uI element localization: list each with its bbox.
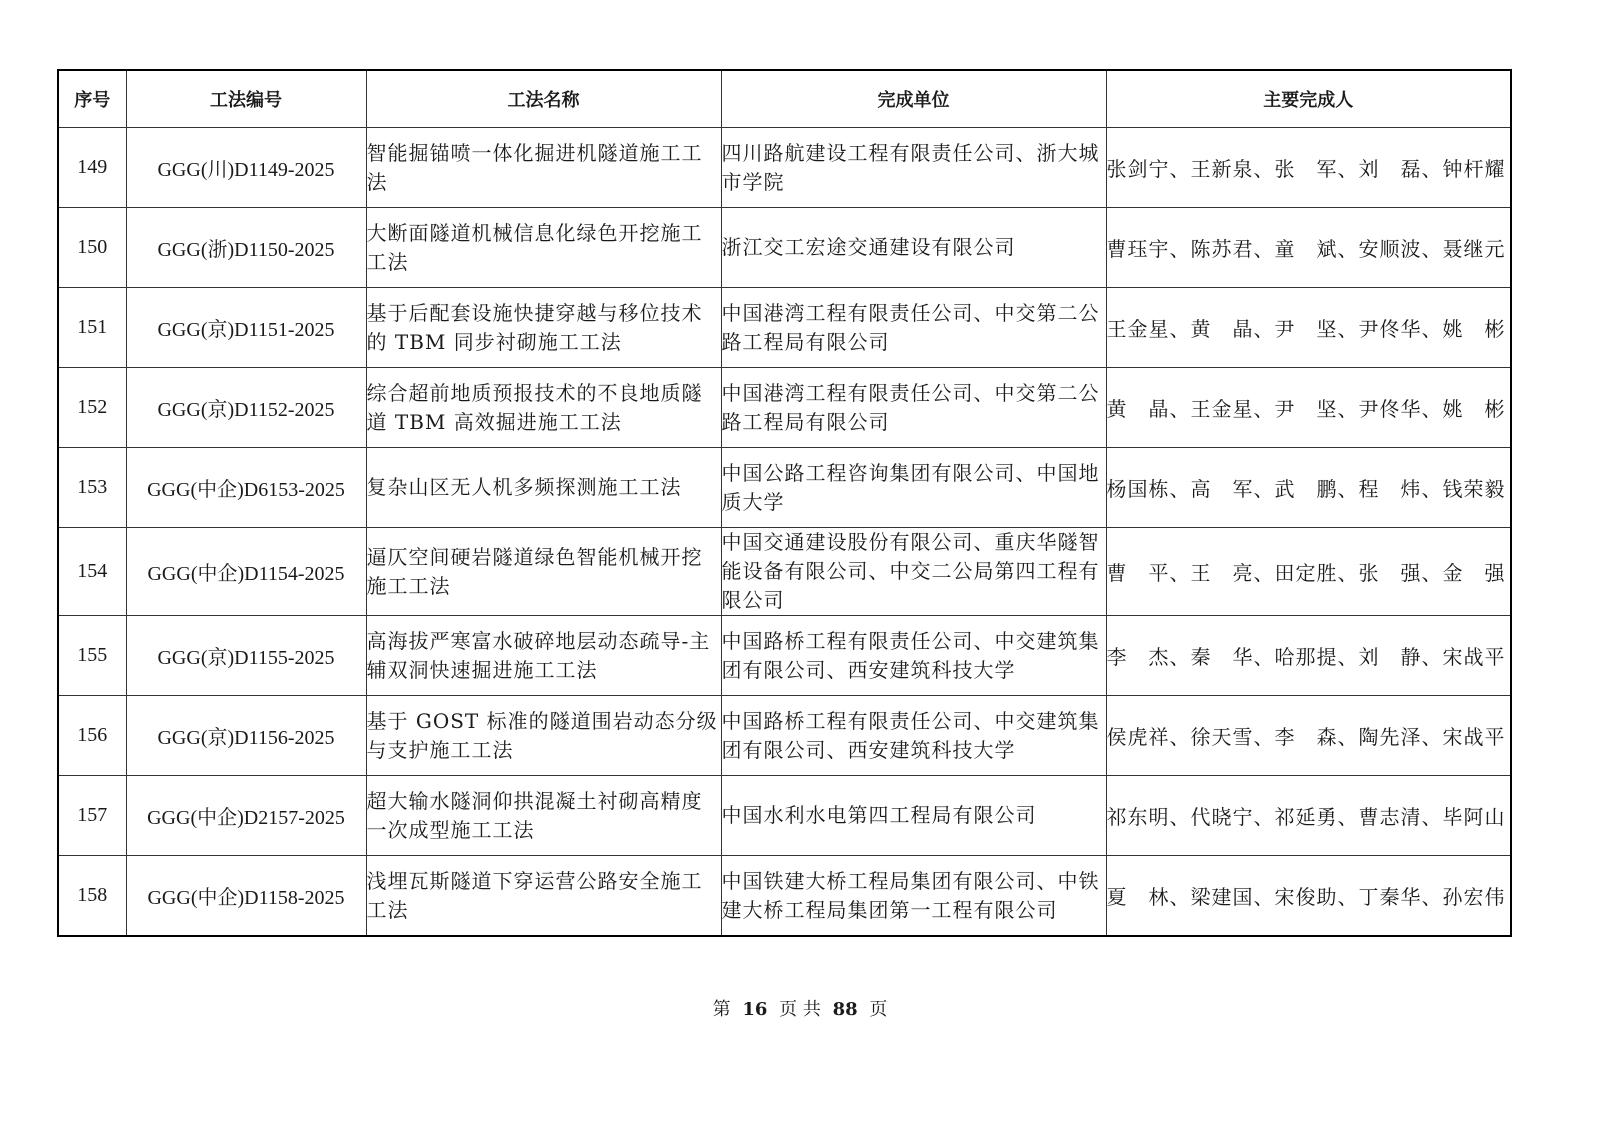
row-method-code: GGG(中企)D2157-2025 — [126, 776, 366, 856]
row-method-name: 智能掘锚喷一体化掘进机隧道施工工法 — [366, 128, 721, 208]
header-method-code: 工法编号 — [126, 70, 366, 128]
header-main-contributors: 主要完成人 — [1106, 70, 1511, 128]
table-row — [58, 128, 1511, 208]
row-method-code: GGG(京)D1155-2025 — [126, 616, 366, 696]
footer-mid: 页 共 — [779, 999, 821, 1020]
row-method-code: GGG(中企)D1158-2025 — [126, 856, 366, 937]
row-completing-unit: 中国路桥工程有限责任公司、中交建筑集团有限公司、西安建筑科技大学 — [721, 696, 1106, 776]
table-row — [58, 528, 1511, 616]
row-method-name: 逼仄空间硬岩隧道绿色智能机械开挖施工工法 — [366, 528, 721, 616]
row-contributors: 张剑宁、王新泉、张 军、刘 磊、钟杆耀 — [1106, 128, 1511, 208]
row-contributors: 黄 晶、王金星、尹 坚、尹佟华、姚 彬 — [1106, 368, 1511, 448]
table-header-row — [58, 70, 1511, 128]
footer-suffix: 页 — [869, 999, 888, 1020]
row-method-code: GGG(中企)D1154-2025 — [126, 528, 366, 616]
table-row — [58, 288, 1511, 368]
row-completing-unit: 中国公路工程咨询集团有限公司、中国地质大学 — [721, 448, 1106, 528]
row-method-code: GGG(京)D1152-2025 — [126, 368, 366, 448]
footer-prefix: 第 — [712, 999, 731, 1020]
row-index: 158 — [58, 856, 126, 937]
row-completing-unit: 中国交通建设股份有限公司、重庆华隧智能设备有限公司、中交二公局第四工程有限公司 — [721, 528, 1106, 616]
row-method-name: 超大输水隧洞仰拱混凝土衬砌高精度一次成型施工工法 — [366, 776, 721, 856]
row-method-name: 复杂山区无人机多频探测施工工法 — [366, 448, 721, 528]
row-method-name: 基于后配套设施快捷穿越与移位技术的 TBM 同步衬砌施工工法 — [366, 288, 721, 368]
table-row — [58, 208, 1511, 288]
row-index: 152 — [58, 368, 126, 448]
row-index: 151 — [58, 288, 126, 368]
row-contributors: 李 杰、秦 华、哈那提、刘 静、宋战平 — [1106, 616, 1511, 696]
row-method-code: GGG(川)D1149-2025 — [126, 128, 366, 208]
row-method-name: 基于 GOST 标准的隧道围岩动态分级与支护施工工法 — [366, 696, 721, 776]
row-index: 149 — [58, 128, 126, 208]
row-method-code: GGG(京)D1156-2025 — [126, 696, 366, 776]
row-method-code: GGG(中企)D6153-2025 — [126, 448, 366, 528]
header-completing-unit: 完成单位 — [721, 70, 1106, 128]
row-index: 157 — [58, 776, 126, 856]
table-row — [58, 448, 1511, 528]
row-index: 155 — [58, 616, 126, 696]
row-method-code: GGG(京)D1151-2025 — [126, 288, 366, 368]
row-contributors: 祁东明、代晓宁、祁延勇、曹志清、毕阿山 — [1106, 776, 1511, 856]
row-contributors: 夏 林、梁建国、宋俊助、丁秦华、孙宏伟 — [1106, 856, 1511, 937]
row-completing-unit: 四川路航建设工程有限责任公司、浙大城市学院 — [721, 128, 1106, 208]
current-page-number: 16 — [742, 999, 768, 1020]
row-completing-unit: 中国港湾工程有限责任公司、中交第二公路工程局有限公司 — [721, 288, 1106, 368]
total-page-count: 88 — [832, 999, 858, 1020]
row-method-name: 大断面隧道机械信息化绿色开挖施工工法 — [366, 208, 721, 288]
row-contributors: 曹 平、王 亮、田定胜、张 强、金 强 — [1106, 528, 1511, 616]
row-completing-unit: 中国路桥工程有限责任公司、中交建筑集团有限公司、西安建筑科技大学 — [721, 616, 1106, 696]
row-method-name: 高海拔严寒富水破碎地层动态疏导-主辅双洞快速掘进施工工法 — [366, 616, 721, 696]
row-contributors: 曹珏宇、陈苏君、童 斌、安顺波、聂继元 — [1106, 208, 1511, 288]
header-method-name: 工法名称 — [366, 70, 721, 128]
row-completing-unit: 中国水利水电第四工程局有限公司 — [721, 776, 1106, 856]
page-footer — [0, 995, 1600, 1021]
header-index: 序号 — [58, 70, 126, 128]
table-row — [58, 776, 1511, 856]
row-method-name: 综合超前地质预报技术的不良地质隧道 TBM 高效掘进施工工法 — [366, 368, 721, 448]
row-method-code: GGG(浙)D1150-2025 — [126, 208, 366, 288]
row-contributors: 杨国栋、高 军、武 鹏、程 炜、钱荣毅 — [1106, 448, 1511, 528]
row-index: 153 — [58, 448, 126, 528]
row-index: 154 — [58, 528, 126, 616]
row-index: 156 — [58, 696, 126, 776]
row-index: 150 — [58, 208, 126, 288]
row-contributors: 王金星、黄 晶、尹 坚、尹佟华、姚 彬 — [1106, 288, 1511, 368]
row-completing-unit: 中国港湾工程有限责任公司、中交第二公路工程局有限公司 — [721, 368, 1106, 448]
row-completing-unit: 浙江交工宏途交通建设有限公司 — [721, 208, 1106, 288]
table-row — [58, 856, 1511, 937]
method-table — [57, 69, 1512, 937]
table-row — [58, 696, 1511, 776]
row-method-name: 浅埋瓦斯隧道下穿运营公路安全施工工法 — [366, 856, 721, 937]
row-completing-unit: 中国铁建大桥工程局集团有限公司、中铁建大桥工程局集团第一工程有限公司 — [721, 856, 1106, 937]
table-row — [58, 616, 1511, 696]
table-row — [58, 368, 1511, 448]
row-contributors: 侯虎祥、徐天雪、李 森、陶先泽、宋战平 — [1106, 696, 1511, 776]
